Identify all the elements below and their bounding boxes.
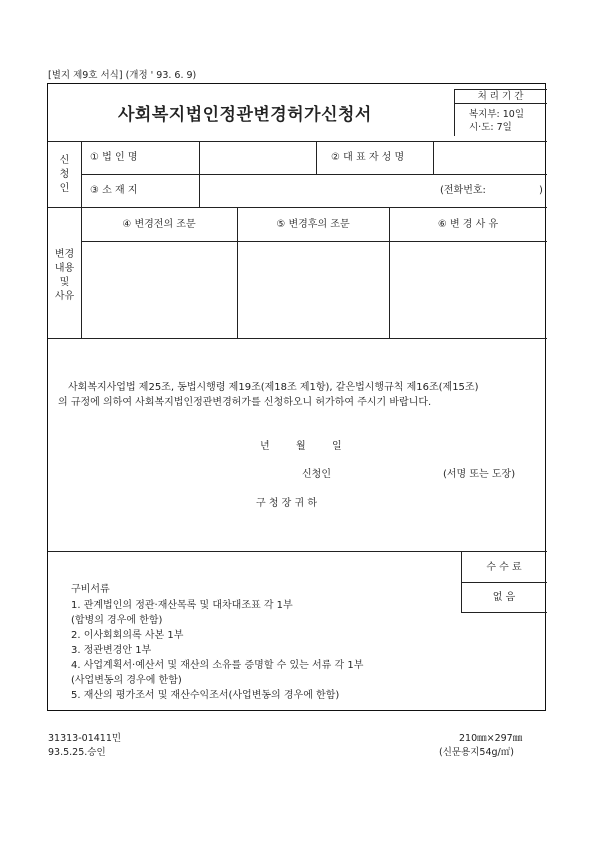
- col-after-header: ⑤ 변경후의 조문: [276, 219, 350, 230]
- documents-title: 구비서류: [71, 584, 110, 595]
- document-item: 5. 재산의 평가조서 및 재산수익조서(사업변동의 경우에 한함): [71, 690, 340, 701]
- address-label: ③ 소 재 지: [90, 185, 138, 196]
- phone-label: (전화번호:: [440, 185, 486, 196]
- applicant-section-label: 신 청 인: [59, 155, 70, 194]
- after-text-area[interactable]: [238, 242, 388, 337]
- document-item: (합병의 경우에 한함): [71, 615, 163, 626]
- representative-name-label: ② 대 표 자 성 명: [331, 152, 405, 163]
- date-year: 년: [260, 441, 270, 452]
- col-before-header: ④ 변경전의 조문: [122, 219, 196, 230]
- paper-size: 210㎜×297㎜: [459, 733, 523, 744]
- date-day: 일: [332, 441, 342, 452]
- address-field[interactable]: [200, 179, 430, 205]
- representative-name-field[interactable]: [434, 146, 546, 172]
- processing-period-label: 처 리 기 간: [477, 91, 524, 102]
- processing-city: 시·도: 7일: [469, 122, 512, 133]
- approval-date: 93.5.25.승인: [48, 747, 106, 758]
- addressee: 구 청 장 귀 하: [256, 498, 318, 509]
- before-text-area[interactable]: [82, 242, 236, 337]
- corp-name-field[interactable]: [200, 146, 315, 172]
- sign-or-seal: (서명 또는 도장): [443, 469, 516, 480]
- document-item: 2. 이사회회의록 사본 1부: [71, 630, 184, 641]
- paper-type: (신문용지54g/㎡): [439, 747, 514, 758]
- form-title: 사회복지법인정관변경허가신청서: [118, 105, 372, 125]
- reason-text-area[interactable]: [390, 242, 546, 337]
- date-month: 월: [296, 441, 306, 452]
- corp-name-label: ① 법 인 명: [90, 152, 138, 163]
- document-item: 1. 관계법인의 정관·재산목록 및 대차대조표 각 1부: [71, 600, 293, 611]
- fee-value: 없 음: [492, 592, 516, 603]
- document-item: 4. 사업계획서·예산서 및 재산의 소유를 증명할 수 있는 서류 각 1부: [71, 660, 364, 671]
- fee-label: 수 수 료: [486, 562, 522, 573]
- col-reason-header: ⑥ 변 경 사 유: [437, 219, 499, 230]
- application-form: [47, 83, 546, 711]
- statement-line-1: 사회복지사업법 제25조, 동법시행령 제19조(제18조 제1항), 같은법시행규칙 제16조(제15조): [68, 382, 479, 393]
- processing-ministry: 복지부: 10일: [469, 109, 525, 120]
- changes-section-label: 변경 내용 및 사유: [54, 249, 75, 302]
- phone-close-paren: ): [539, 185, 543, 196]
- document-item: (사업변동의 경우에 한함): [71, 675, 182, 686]
- document-item: 3. 정관변경안 1부: [71, 645, 152, 656]
- form-reference: [별지 제9호 서식] (개정 ' 93. 6. 9): [48, 70, 197, 81]
- statement-line-2: 의 규정에 의하여 사회복지법인정관변경허가를 신청하오니 허가하여 주시기 바랍니다.: [58, 397, 432, 408]
- form-code: 31313-01411민: [48, 733, 122, 744]
- applicant-signature-label: 신청인: [302, 469, 331, 480]
